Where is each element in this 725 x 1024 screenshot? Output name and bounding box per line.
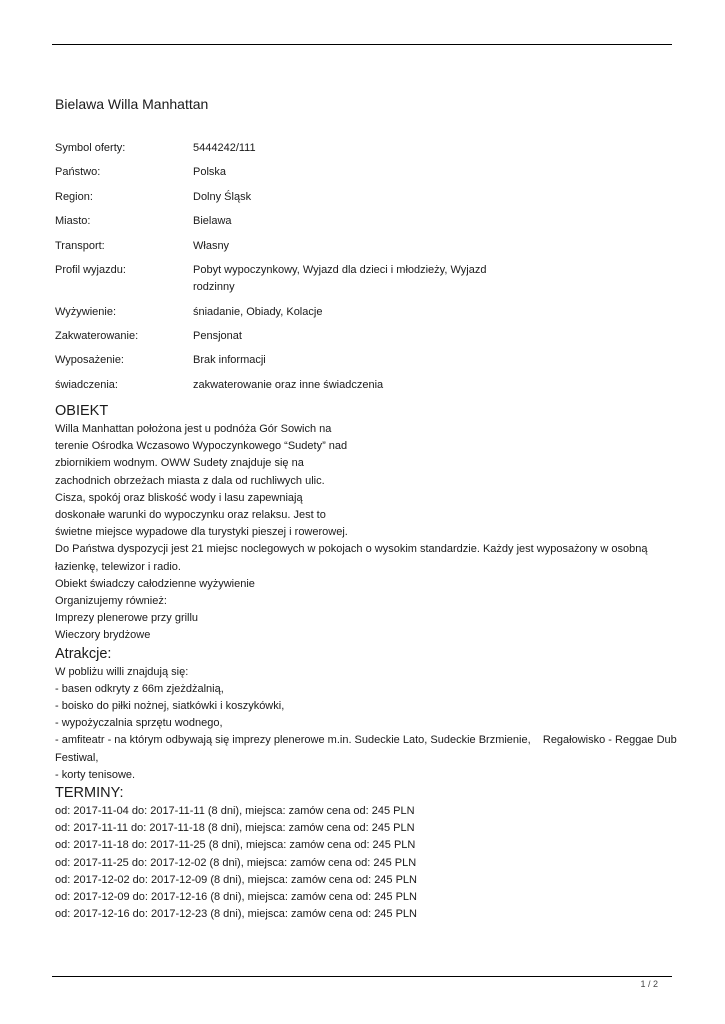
- termin-line: od: 2017-11-25 do: 2017-12-02 (8 dni), miejsca: zamów cena od: 245 PLN: [55, 856, 417, 869]
- detail-value: Brak informacji: [193, 354, 266, 367]
- termin-line: od: 2017-11-11 do: 2017-11-18 (8 dni), miejsca: zamów cena od: 245 PLN: [55, 822, 415, 835]
- detail-value: Własny: [193, 239, 230, 252]
- obiekt-intro: Willa Manhattan położona jest u podnóża Gór Sowich na terenie Ośrodka Wczasowo Wypoczynkowego “Sudety” nad zbiornikiem wodnym. OWW Sudety znajduje się na zachodnich obrzeżach miasta z dala od ruchliwych ulic. Cisza, spokój oraz bliskość wody i lasu zapewniają doskonałe warunki do wypoczynku oraz relaksu. Jest to świetne miejsce wypadowe dla turystyki pieszej i rowerowej.: [55, 423, 348, 539]
- top-divider: [52, 44, 672, 45]
- detail-row-city: [55, 213, 655, 237]
- bottom-divider: [52, 976, 672, 977]
- detail-value: Pobyt wypoczynkowy, Wyjazd dla dzieci i młodzieży, Wyjazd rodzinny: [193, 263, 487, 293]
- detail-row-symbol: [55, 140, 655, 164]
- detail-row-equipment: [55, 352, 655, 376]
- detail-row-accommodation: [55, 328, 655, 352]
- detail-value: zakwaterowanie oraz inne świadczenia: [193, 378, 384, 391]
- offer-content: [55, 402, 680, 923]
- detail-label: Symbol oferty:: [55, 142, 126, 154]
- termin-line: od: 2017-12-16 do: 2017-12-23 (8 dni), miejsca: zamów cena od: 245 PLN: [55, 908, 417, 921]
- detail-value: Pensjonat: [193, 329, 242, 342]
- detail-label: Profil wyjazdu:: [55, 263, 126, 276]
- detail-label: Region:: [55, 190, 93, 203]
- obiekt-heading: OBIEKT: [55, 403, 109, 419]
- atrakcje-line: - amfiteatr - na którym odbywają się imprezy plenerowe m.in. Sudeckie Lato, Sudeckie Brzmienie, Regałowisko - Reggae Dub Festiwal,: [55, 734, 680, 764]
- detail-row-meals: [55, 304, 655, 328]
- termin-line: od: 2017-11-04 do: 2017-11-11 (8 dni), miejsca: zamów cena od: 245 PLN: [55, 805, 415, 818]
- atrakcje-line: - korty tenisowe.: [55, 768, 136, 781]
- detail-label: Państwo:: [55, 166, 101, 179]
- termin-line: od: 2017-12-09 do: 2017-12-16 (8 dni), miejsca: zamów cena od: 245 PLN: [55, 891, 417, 904]
- atrakcje-line: - boisko do piłki nożnej, siatkówki i koszykówki,: [55, 700, 285, 713]
- termin-line: od: 2017-11-18 do: 2017-11-25 (8 dni), miejsca: zamów cena od: 245 PLN: [55, 839, 416, 852]
- detail-value: Dolny Śląsk: [193, 190, 252, 203]
- obiekt-line: Obiekt świadczy całodzienne wyżywienie: [55, 577, 255, 590]
- terminy-heading: TERMINY:: [55, 785, 124, 802]
- atrakcje-line: - wypożyczalnia sprzętu wodnego,: [55, 717, 223, 730]
- obiekt-line: Imprezy plenerowe przy grillu: [55, 612, 199, 625]
- detail-row-transport: [55, 238, 655, 262]
- atrakcje-heading: Atrakcje:: [55, 645, 112, 662]
- detail-label: Zakwaterowanie:: [55, 329, 139, 342]
- detail-value: Polska: [193, 166, 227, 179]
- termin-line: od: 2017-12-02 do: 2017-12-09 (8 dni), miejsca: zamów cena od: 245 PLN: [55, 873, 417, 886]
- obiekt-line: Do Państwa dyspozycji jest 21 miejsc noclegowych w pokojach o wysokim standardzie. Każdy jest wyposażony w osobną łazienkę, telewizor i radio.: [55, 543, 648, 573]
- atrakcje-line: W pobliżu willi znajdują się:: [55, 665, 189, 678]
- page-number: 1 / 2: [640, 979, 658, 989]
- offer-details: [55, 140, 655, 401]
- detail-label: Wyżywienie:: [55, 305, 117, 318]
- detail-value: śniadanie, Obiady, Kolacje: [193, 305, 323, 318]
- detail-row-region: [55, 189, 655, 213]
- obiekt-line: Organizujemy również:: [55, 595, 167, 608]
- detail-value: 5444242/111: [193, 142, 256, 154]
- detail-row-profile: [55, 262, 655, 304]
- atrakcje-line: - basen odkryty z 66m zjeżdżalnią,: [55, 682, 224, 695]
- detail-row-country: [55, 164, 655, 188]
- page-title: Bielawa Willa Manhattan: [55, 96, 209, 112]
- detail-label: Miasto:: [55, 215, 91, 228]
- detail-row-services: [55, 377, 655, 401]
- obiekt-line: Wieczory brydżowe: [55, 629, 151, 642]
- detail-label: Transport:: [55, 239, 105, 252]
- detail-value: Bielawa: [193, 215, 232, 228]
- detail-label: Wyposażenie:: [55, 354, 124, 367]
- detail-label: świadczenia:: [55, 378, 118, 391]
